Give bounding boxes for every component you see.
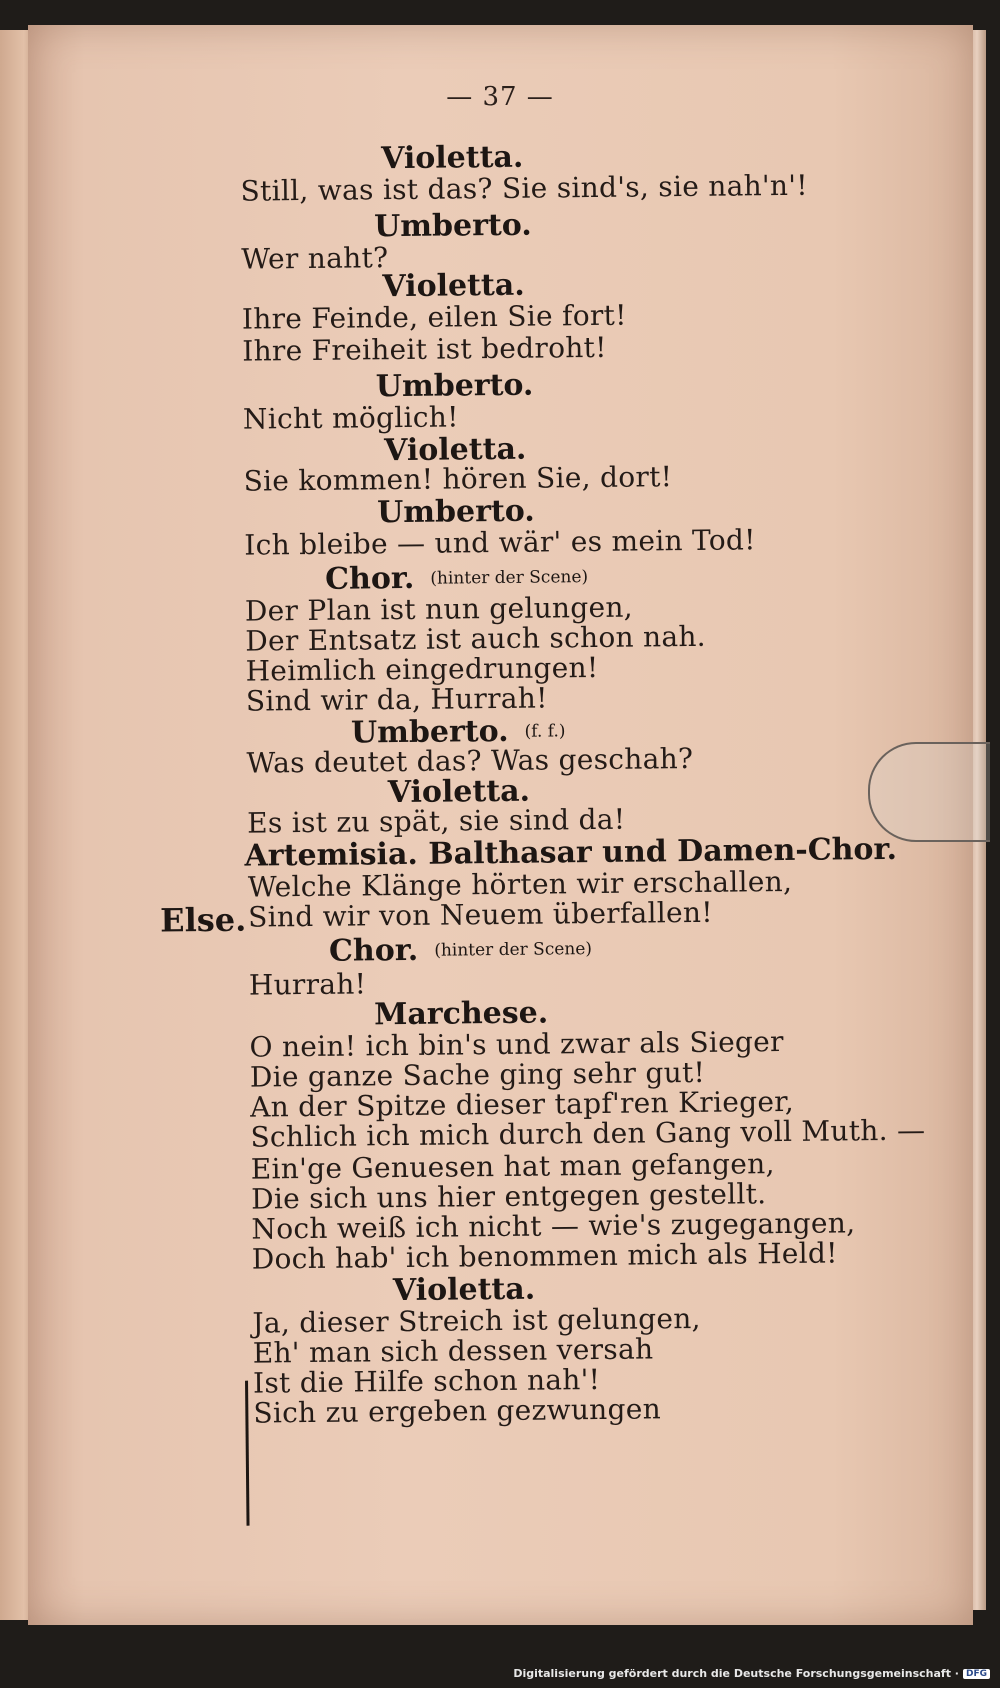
verse-text: Welche Klänge hörten wir erschallen,: [247, 864, 793, 904]
verse-text: Die ganze Sache ging sehr gut!: [249, 1055, 706, 1094]
verse-text: Schlich ich mich durch den Gang voll Muth. —: [250, 1113, 926, 1154]
speaker-label: Violetta.: [387, 773, 531, 811]
verse-text: Doch hab' ich benommen mich als Held!: [251, 1236, 838, 1276]
verse-text: Noch weiß ich nicht — wie's zugegangen,: [251, 1206, 856, 1246]
verse-text: Es ist zu spät, sie sind da!: [247, 802, 626, 840]
verse-text: Eh' man sich dessen versah: [252, 1332, 654, 1370]
verse-line: [242, 331, 607, 368]
verse-text: Hurrah!: [248, 967, 367, 1002]
dfg-logo-icon: DFG: [963, 1669, 990, 1679]
speaker-label: Violetta.: [392, 1271, 536, 1309]
verse-line: [243, 400, 459, 435]
verse-text: Die sich uns hier entgegen gestellt.: [250, 1177, 767, 1216]
verse-line: [253, 1392, 661, 1429]
verse-line: [246, 681, 548, 717]
verse-line: [249, 967, 367, 1001]
verse-text: Sind wir von Neuem überfallen!: [247, 895, 713, 934]
speaker-name: [0, 928, 920, 973]
verse-line: [242, 299, 627, 336]
verse-text: Ich bleibe — und wär' es mein Tod!: [244, 523, 756, 562]
footer-text: Digitalisierung gefördert durch die Deutsche Forschungsgemeinschaft ·: [513, 1667, 959, 1680]
verse-text: O nein! ich bin's und zwar als Sieger: [249, 1025, 784, 1064]
verse-text: Heimlich eingedrungen!: [245, 650, 599, 688]
verse-line: [244, 523, 756, 561]
verse-text: An der Spitze dieser tapf'ren Krieger,: [249, 1084, 795, 1124]
verse-bracket: [245, 1381, 250, 1526]
verse-line: [250, 1114, 925, 1154]
verse-text: Was deutet das? Was geschah?: [246, 741, 694, 780]
verse-text: Ein'ge Genuesen hat man gefangen,: [250, 1147, 775, 1186]
speaker-label: Chor.: [324, 560, 415, 597]
verse-text: Wer naht?: [241, 241, 389, 276]
margin-note: Else.: [159, 900, 247, 940]
verse-text: Der Entsatz ist auch schon nah.: [245, 619, 707, 658]
speaker-label: Umberto.: [376, 493, 535, 531]
stage-direction: (f. f.): [524, 721, 566, 742]
speaker-label: Artemisia. Balthasar und Damen-Chor.: [244, 831, 898, 874]
speaker-label: Chor.: [328, 932, 419, 969]
speaker-label: Umberto.: [350, 713, 509, 751]
verse-line: [248, 896, 713, 934]
speaker-label: Marchese.: [373, 995, 549, 1033]
verse-text: Nicht möglich!: [242, 400, 459, 436]
verse-text: Sind wir da, Hurrah!: [245, 681, 548, 718]
speaker-name: [0, 204, 913, 249]
footer: [513, 1667, 990, 1680]
speaker-label: Violetta.: [380, 139, 524, 177]
verse-text: Ihre Feinde, eilen Sie fort!: [241, 298, 627, 336]
speaker-label: Violetta.: [383, 431, 527, 469]
verse-line: [240, 169, 808, 208]
verse-text: Sie kommen! hören Sie, dort!: [243, 460, 673, 498]
verse-text: Sich zu ergeben gezwungen: [253, 1392, 662, 1430]
verse-text: Ist die Hilfe schon nah'!: [252, 1362, 601, 1400]
speaker-label: Violetta.: [382, 267, 525, 305]
speaker-label: Umberto.: [375, 367, 534, 405]
speaker-label: Umberto.: [373, 207, 532, 245]
verse-text: Ihre Freiheit ist bedroht!: [242, 330, 607, 368]
page-number: — 37 —: [446, 82, 554, 112]
stage-direction: (hinter der Scene): [434, 939, 593, 961]
verse-text: Ja, dieser Streich ist gelungen,: [252, 1301, 701, 1340]
verse-text: Still, was ist das? Sie sind's, sie nah'n'!: [240, 168, 809, 208]
stage-direction: (hinter der Scene): [430, 567, 589, 589]
verse-text: Der Plan ist nun gelungen,: [244, 590, 634, 628]
verse-line: [247, 803, 625, 840]
